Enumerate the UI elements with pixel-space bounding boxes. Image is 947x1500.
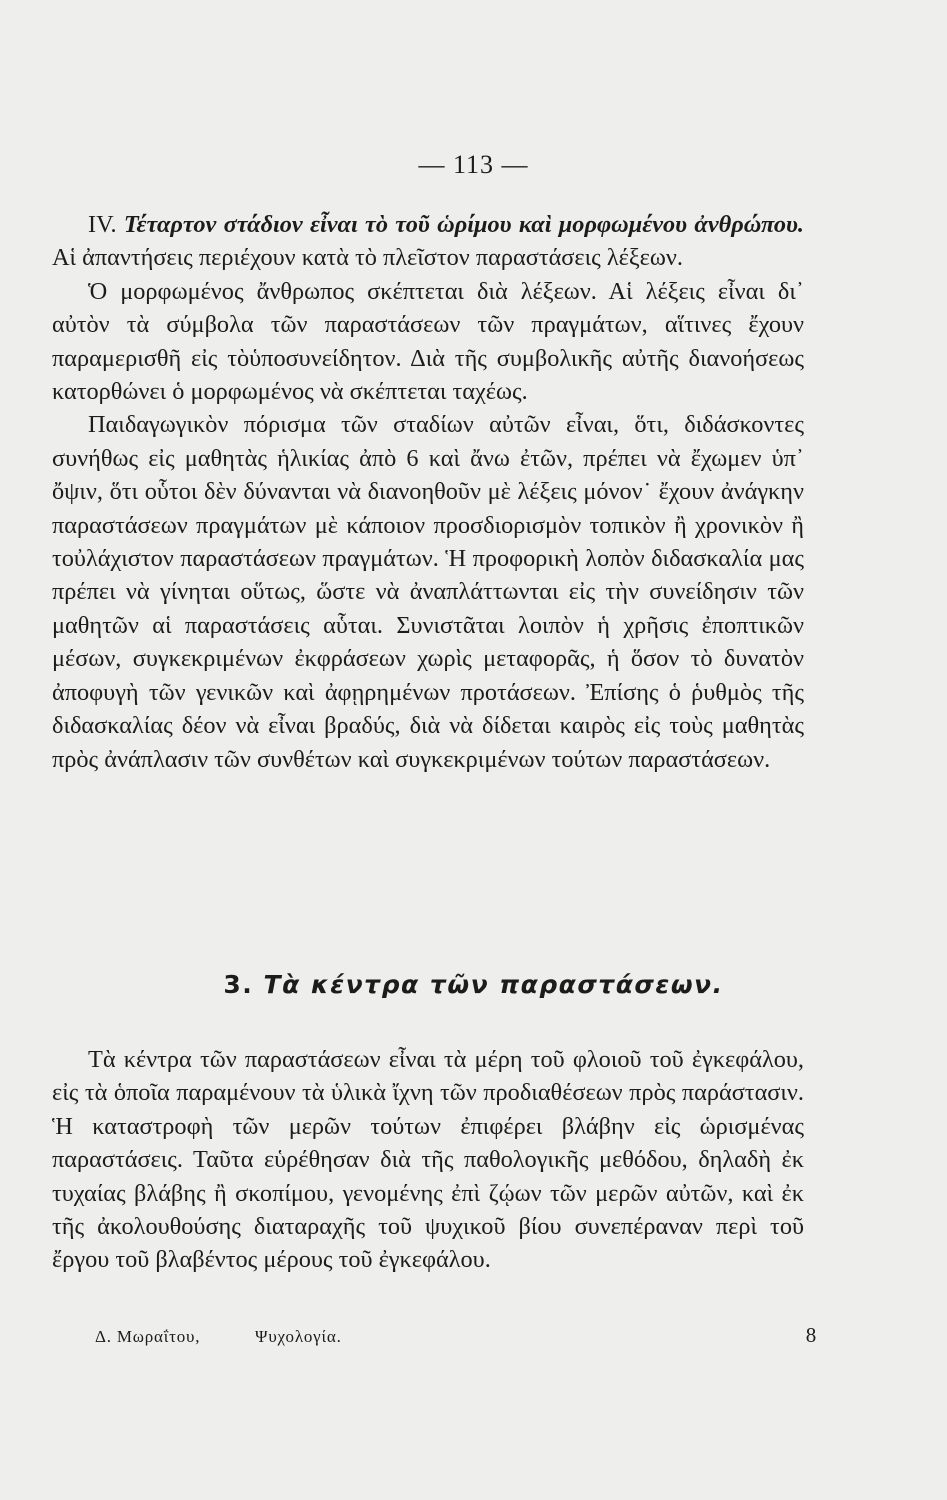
stage-iv-numeral: IV.: [88, 211, 124, 238]
paragraph-pedagogical-conclusion: Παιδαγωγικὸν πόρισμα τῶν σταδίων αὐτῶν εἶναι, ὅτι, διδάσκοντες συνήθως εἰς μαθητὰς ἡλικίας ἀπὸ 6 καὶ ἄνω ἐτῶν, πρέπει νὰ ἔχωμεν ὑπ᾿ ὄψιν, ὅτι οὗτοι δὲν δύνανται νὰ διανοηθοῦν μὲ λέξεις μόνον˙ ἔχουν ἀνάγκην παραστάσεων πραγμάτων μὲ κάποιον προσδιορισμὸν τοπικὸν ἢ χρονικὸν ἢ τοὐλάχιστον παραστάσεων πραγμάτων. Ἡ προφορικὴ λοπὸν διδασκαλία μας πρέπει νὰ γίνηται οὕτως, ὥστε νὰ ἀναπλάττωνται εἰς τὴν συνείδησιν τῶν μαθητῶν αἱ παραστάσεις αὗται. Συνιστᾶται λοιπὸν ἡ χρῆσις ἐποπτικῶν μέσων, συγκεκριμένων ἐκφράσεων χωρὶς μεταφορᾶς, ἡ ὅσον τὸ δυνατὸν ἀποφυγὴ τῶν γενικῶν καὶ ἀφῃρημένων προτάσεων. Ἐπίσης ὁ ῥυθμὸς τῆς διδασκαλίας δέον νὰ εἶναι βραδύς, διὰ νὰ δίδεται καιρὸς εἰς τοὺς μαθητὰς πρὸς ἀνάπλασιν τῶν συνθέτων καὶ συγκεκριμένων τούτων παραστάσεων.: [52, 411, 804, 773]
lower-text-block: [52, 1043, 804, 1277]
page-number: — 113 —: [418, 150, 529, 179]
footer-author: Δ. Μωραΐτου,: [95, 1327, 201, 1346]
paragraph-centers-of-representations: Τὰ κέντρα τῶν παραστάσεων εἶναι τὰ μέρη τοῦ φλοιοῦ τοῦ ἐγκεφάλου, εἰς τὰ ὁποῖα παραμένουν τὰ ὑλικὰ ἴχνη τῶν προδιαθέσεων πρὸς παράστασιν. Ἡ καταστροφὴ τῶν μερῶν τούτων ἐπιφέρει βλάβην εἰς ὡρισμένας παραστάσεις. Ταῦτα εὑρέθησαν διὰ τῆς παθολογικῆς μεθόδου, δηλαδὴ ἐκ τυχαίας βλάβης ἢ σκοπίμου, γενομένης ἐπὶ ζῴων τῶν μερῶν αὐτῶν, καὶ ἐκ τῆς ἀκολουθούσης διαταραχῆς τοῦ ψυχικοῦ βίου συνεπέραναν περὶ τοῦ ἔργου τοῦ βλαβέντος μέρους τοῦ ἐγκεφάλου.: [52, 1046, 804, 1274]
stage-iv-text: Αἱ ἀπαντήσεις περιέχουν κατὰ τὸ πλεῖστον παραστάσεις λέξεων.: [52, 244, 683, 272]
section-number: 3.: [223, 970, 254, 999]
section-title: Τὰ κέντρα τῶν παραστάσεων.: [263, 970, 724, 999]
paragraph-educated-person: Ὁ μορφωμένος ἄνθρωπος σκέπτεται διὰ λέξεων. Αἱ λέξεις εἶναι δι᾿ αὐτὸν τὰ σύμβολα τῶν παραστάσεων τῶν πραγμάτων, αἵτινες ἔχουν παραμερισθῆ εἰς τὸὑποσυνείδητον. Διὰ τῆς συμβολικῆς αὐτῆς διανοήσεως κατορθώνει ὁ μορφωμένος νὰ σκέπτεται ταχέως.: [52, 277, 804, 406]
stage-iv-title: Τέταρτον στάδιον εἶναι τὸ τοῦ ὡρίμου καὶ μορφωμένου ἀνθρώπου.: [123, 211, 804, 238]
footer-book-title: Ψυχολογία.: [255, 1327, 342, 1346]
signature-mark: 8: [805, 1323, 817, 1347]
section-heading: [0, 970, 947, 999]
stage-iv-paragraph: [52, 208, 804, 275]
upper-text-block: [52, 208, 804, 776]
